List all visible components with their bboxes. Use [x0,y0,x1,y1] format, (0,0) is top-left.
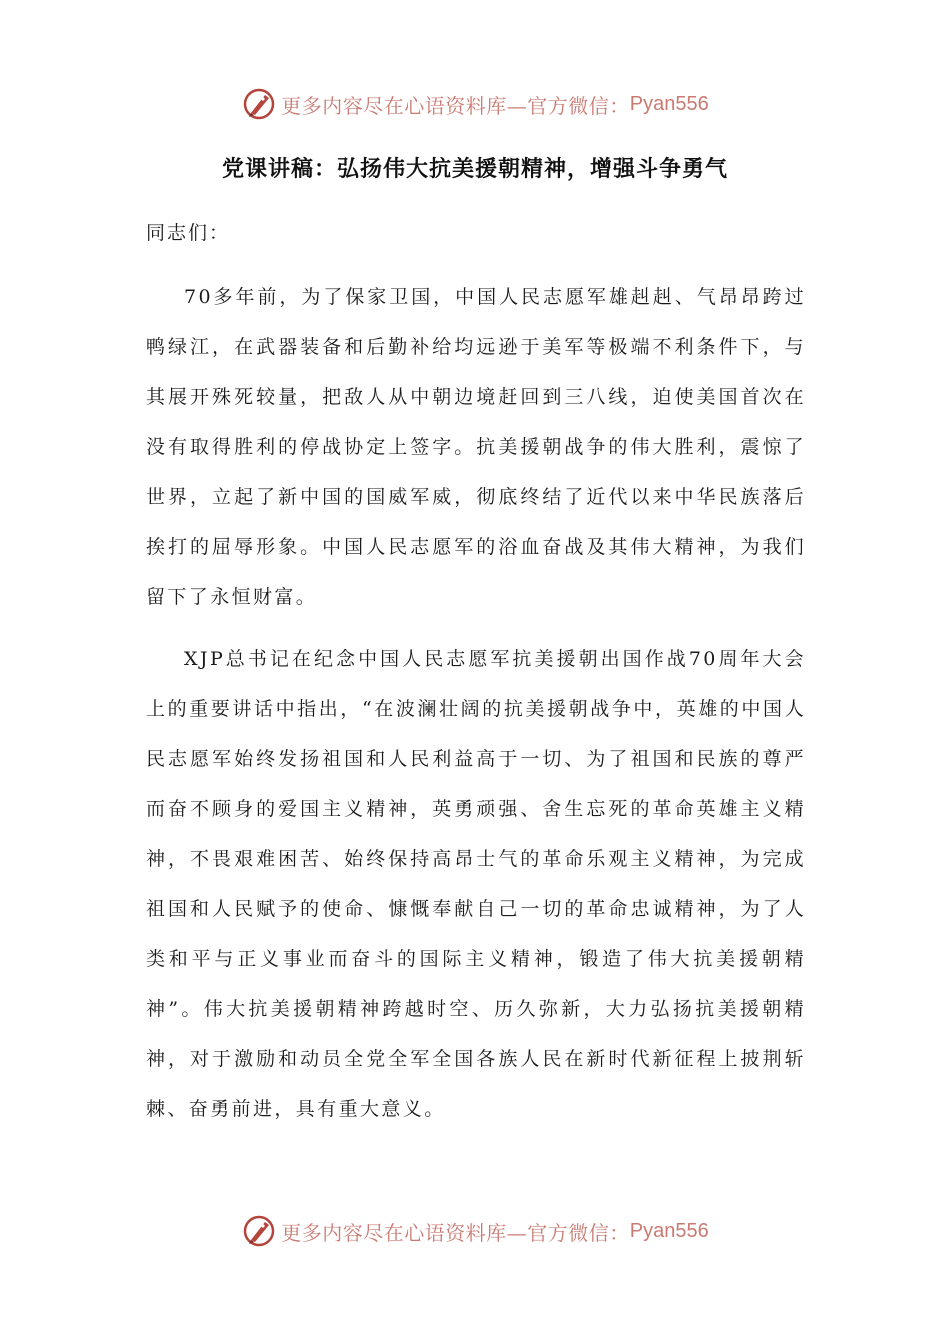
banner-wechat-id: Pyan556 [629,92,709,115]
body-paragraph-2: XJP总书记在纪念中国人民志愿军抗美援朝出国作战70周年大会上的重要讲话中指出，“在波澜壮阔的抗美援朝战争中，英雄的中国人民志愿军始终发扬祖国和人民利益高于一切、为了祖国和民族的尊严而奋不顾身的爱国主义精神，英勇顽强、舍生忘死的革命英雄主义精神，不畏艰难困苦、始终保持高昂士气的革命乐观主义精神，为完成祖国和人民赋予的使命、慷慨奉献自己一切的革命忠诚精神，为了人类和平与正义事业而奋斗的国际主义精神，锻造了伟大抗美援朝精神”。伟大抗美援朝精神跨越时空、历久弥新，大力弘扬抗美援朝精神，对于激励和动员全党全军全国各族人民在新时代新征程上披荆斩棘、奋勇前进，具有重大意义。 [146,648,806,1120]
page-title: 党课讲稿：弘扬伟大抗美援朝精神，增强斗争勇气 [221,157,728,182]
footer-banner [0,1211,950,1251]
body-paragraph-1: 70多年前，为了保家卫国，中国人民志愿军雄赳赳、气昂昂跨过鸭绿江，在武器装备和后勤补给均远逊于美军等极端不利条件下，与其展开殊死较量，把敌人从中朝边境赶回到三八线，迫使美国首次在没有取得胜利的停战协定上签字。抗美援朝战争的伟大胜利，震惊了世界，立起了新中国的国威军威，彻底终结了近代以来中华民族落后挨打的屈辱形象。中国人民志愿军的浴血奋战及其伟大精神，为我们留下了永恒财富。 [146,286,806,608]
banner-text: 更多内容尽在心语资料库—官方微信： [281,93,630,118]
header-banner [0,84,950,124]
banner-text: 更多内容尽在心语资料库—官方微信： [281,1220,630,1245]
salutation: 同志们： [146,222,231,244]
banner-wechat-id: Pyan556 [629,1219,709,1242]
pen-nib-logo-icon [241,86,277,122]
pen-nib-logo-icon [241,1213,277,1249]
